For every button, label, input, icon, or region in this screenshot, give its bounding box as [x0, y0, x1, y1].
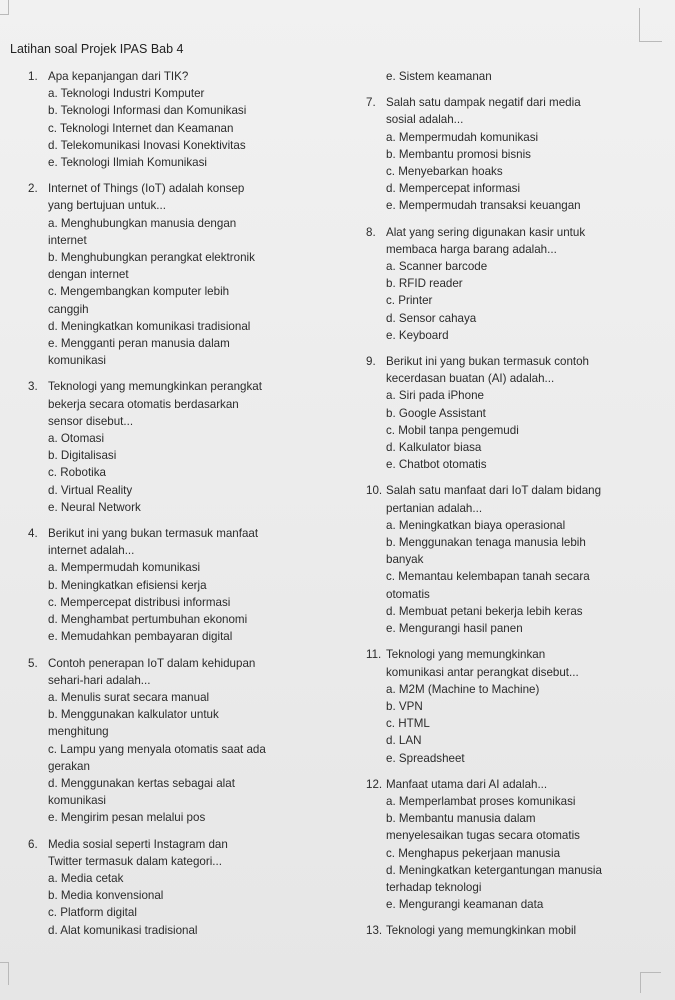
answer-option: b. Menghubungkan perangkat elektronik dengan internet	[48, 251, 255, 282]
answer-option: a. Media cetak	[48, 871, 124, 885]
answer-option: e. Mengurangi keamanan data	[386, 898, 544, 912]
answer-option: c. Menyebarkan hoaks	[386, 165, 503, 179]
answer-option: e. Mengirim pesan melalui pos	[48, 811, 206, 825]
question-header	[366, 482, 666, 516]
answer-option: a. Mempermudah komunikasi	[386, 130, 539, 144]
question-number: 10.	[366, 484, 383, 498]
answer-option: e. Mengganti peran manusia dalam komunikasi	[48, 337, 230, 368]
answer-option: e. Teknologi Ilmiah Komunikasi	[48, 156, 207, 170]
answer-option: d. Alat komunikasi tradisional	[48, 923, 198, 937]
question-number: 9.	[366, 355, 376, 369]
answer-option: b. Teknologi Informasi dan Komunikasi	[48, 104, 247, 118]
answer-option: a. M2M (Machine to Machine)	[386, 682, 540, 696]
answer-option: a. Siri pada iPhone	[386, 389, 484, 403]
answer-option: a. Teknologi Industri Komputer	[48, 87, 205, 101]
question-item	[28, 655, 328, 827]
answer-option: c. Mengembangkan komputer lebih canggih	[48, 285, 230, 316]
answer-options	[48, 430, 328, 516]
answer-option: b. Meningkatkan efisiensi kerja	[48, 578, 207, 592]
answer-options	[386, 129, 666, 215]
answer-option: c. Printer	[386, 294, 433, 308]
question-number: 3.	[28, 380, 38, 394]
answer-option: e. Keyboard	[386, 328, 449, 342]
left-question-column	[28, 68, 328, 939]
answer-options	[386, 517, 666, 637]
question-text: Manfaat utama dari AI adalah...	[386, 777, 548, 791]
question-header	[366, 94, 666, 128]
answer-option: c. Lampu yang menyala otomatis saat ada gerakan	[48, 742, 266, 773]
question-item	[366, 646, 666, 766]
answer-option: a. Memperlambat proses komunikasi	[386, 794, 576, 808]
answer-option: d. Virtual Reality	[48, 483, 133, 497]
answer-options	[48, 215, 328, 370]
question-text: Berikut ini yang bukan termasuk manfaat internet adalah...	[48, 527, 259, 558]
answer-option: d. Menggunakan kertas sebagai alat komunikasi	[48, 776, 235, 808]
answer-option: c. Robotika	[48, 466, 106, 480]
question-header	[28, 525, 328, 559]
question-number: 8.	[366, 225, 376, 239]
right-question-column	[366, 68, 666, 940]
answer-options	[48, 870, 328, 939]
answer-option: a. Meningkatkan biaya operasional	[386, 518, 566, 532]
question-header	[366, 646, 666, 680]
question-header	[28, 836, 328, 870]
question-item	[366, 776, 666, 914]
answer-option: e. Mempermudah transaksi keuangan	[386, 199, 581, 213]
answer-option: e. Mengurangi hasil panen	[386, 622, 523, 636]
answer-option: d. Mempercepat informasi	[386, 182, 521, 196]
answer-option: c. HTML	[386, 717, 430, 731]
answer-option: b. Membantu manusia dalam menyelesaikan tugas secara otomatis	[386, 812, 580, 843]
question-text: Teknologi yang memungkinkan komunikasi antar perangkat disebut...	[386, 648, 579, 679]
question-item	[366, 353, 666, 473]
question-text: Apa kepanjangan dari TIK?	[48, 70, 189, 83]
question-header	[366, 353, 666, 387]
answer-option: b. Digitalisasi	[48, 449, 117, 463]
question-text: Berikut ini yang bukan termasuk contoh kecerdasan buatan (AI) adalah...	[386, 355, 590, 386]
question-header	[366, 922, 666, 939]
answer-option: c. Memantau kelembapan tanah secara otomatis	[386, 570, 590, 601]
answer-option: d. Kalkulator biasa	[386, 441, 482, 455]
answer-option: e. Memudahkan pembayaran digital	[48, 630, 233, 644]
answer-option: c. Teknologi Internet dan Keamanan	[48, 121, 234, 135]
question-text: Teknologi yang memungkinkan mobil	[386, 924, 577, 938]
question-text: Internet of Things (IoT) adalah konsep yang bertujuan untuk...	[48, 182, 245, 213]
question-number: 6.	[28, 837, 38, 851]
answer-options	[386, 793, 666, 913]
page-title: Latihan soal Projek IPAS Bab 4	[10, 42, 184, 56]
answer-option: b. Media konvensional	[48, 889, 164, 903]
answer-option: c. Platform digital	[48, 906, 137, 920]
question-text: Salah satu manfaat dari IoT dalam bidang pertanian adalah...	[386, 484, 602, 515]
question-text: Contoh penerapan IoT dalam kehidupan sehari-hari adalah...	[48, 656, 256, 687]
answer-option: e. Neural Network	[48, 500, 141, 514]
answer-option: d. Sensor cahaya	[386, 311, 477, 325]
question-text: Salah satu dampak negatif dari media sosial adalah...	[386, 96, 581, 127]
question-number: 5.	[28, 656, 38, 670]
answer-option: b. VPN	[386, 699, 423, 713]
answer-option: c. Mobil tanpa pengemudi	[386, 423, 519, 437]
answer-option: b. Membantu promosi bisnis	[386, 147, 531, 161]
question-number: 11.	[366, 648, 382, 662]
question-number: 12.	[366, 777, 383, 791]
answer-options	[48, 559, 328, 645]
question-item	[28, 525, 328, 645]
question-item	[366, 224, 666, 344]
question-item	[366, 94, 666, 214]
answer-option: d. Membuat petani bekerja lebih keras	[386, 604, 583, 618]
answer-option: e. Chatbot otomatis	[386, 458, 487, 472]
question-number: 7.	[366, 96, 376, 110]
continued-option: e. Sistem keamanan	[386, 70, 492, 83]
answer-options	[386, 681, 666, 767]
answer-option: d. Menghambat pertumbuhan ekonomi	[48, 613, 248, 627]
answer-option: a. Mempermudah komunikasi	[48, 561, 201, 575]
crop-mark-top-right	[639, 8, 662, 42]
question-text: Media sosial seperti Instagram dan Twitter termasuk dalam kategori...	[48, 837, 228, 868]
question-number: 1.	[28, 70, 38, 83]
question-text: Teknologi yang memungkinkan perangkat bekerja secara otomatis berdasarkan sensor disebut...	[48, 380, 262, 428]
answer-option: d. LAN	[386, 734, 422, 748]
right-question-list	[366, 94, 666, 939]
question-item	[366, 922, 666, 939]
question-text: Alat yang sering digunakan kasir untuk membaca harga barang adalah...	[386, 225, 586, 256]
answer-options	[386, 387, 666, 473]
answer-option: b. Menggunakan tenaga manusia lebih banyak	[386, 536, 586, 567]
question-header	[366, 776, 666, 793]
question-header	[28, 180, 328, 214]
question-number: 13.	[366, 924, 383, 938]
crop-mark-bottom-right	[640, 972, 661, 993]
answer-option: b. Menggunakan kalkulator untuk menghitung	[48, 708, 219, 739]
answer-option: a. Menghubungkan manusia dengan internet	[48, 216, 237, 247]
answer-options	[386, 258, 666, 344]
answer-option: b. Google Assistant	[386, 406, 486, 420]
question-number: 2.	[28, 182, 38, 196]
answer-option: a. Scanner barcode	[386, 260, 488, 274]
question-item	[28, 836, 328, 939]
question-header	[366, 224, 666, 258]
answer-option: d. Meningkatkan ketergantungan manusia terhadap teknologi	[386, 863, 602, 894]
crop-mark-top-left	[0, 0, 9, 15]
answer-option: b. RFID reader	[386, 277, 463, 291]
answer-option: c. Menghapus pekerjaan manusia	[386, 846, 561, 860]
question-number: 4.	[28, 527, 38, 541]
crop-mark-bottom-left	[0, 962, 9, 985]
question-header	[28, 378, 328, 430]
answer-option: d. Meningkatkan komunikasi tradisional	[48, 319, 251, 333]
answer-options	[48, 689, 328, 827]
question-item	[366, 482, 666, 637]
answer-option: a. Otomasi	[48, 432, 105, 446]
answer-option: e. Spreadsheet	[386, 751, 465, 765]
question-item	[28, 378, 328, 516]
continued-question	[366, 68, 666, 85]
answer-option: a. Menulis surat secara manual	[48, 690, 210, 704]
question-item	[28, 180, 328, 369]
answer-option: c. Mempercepat distribusi informasi	[48, 595, 231, 609]
question-header	[28, 655, 328, 689]
question-header	[28, 68, 328, 85]
question-item	[28, 68, 328, 171]
answer-options	[48, 85, 328, 171]
answer-option: d. Telekomunikasi Inovasi Konektivitas	[48, 138, 246, 152]
